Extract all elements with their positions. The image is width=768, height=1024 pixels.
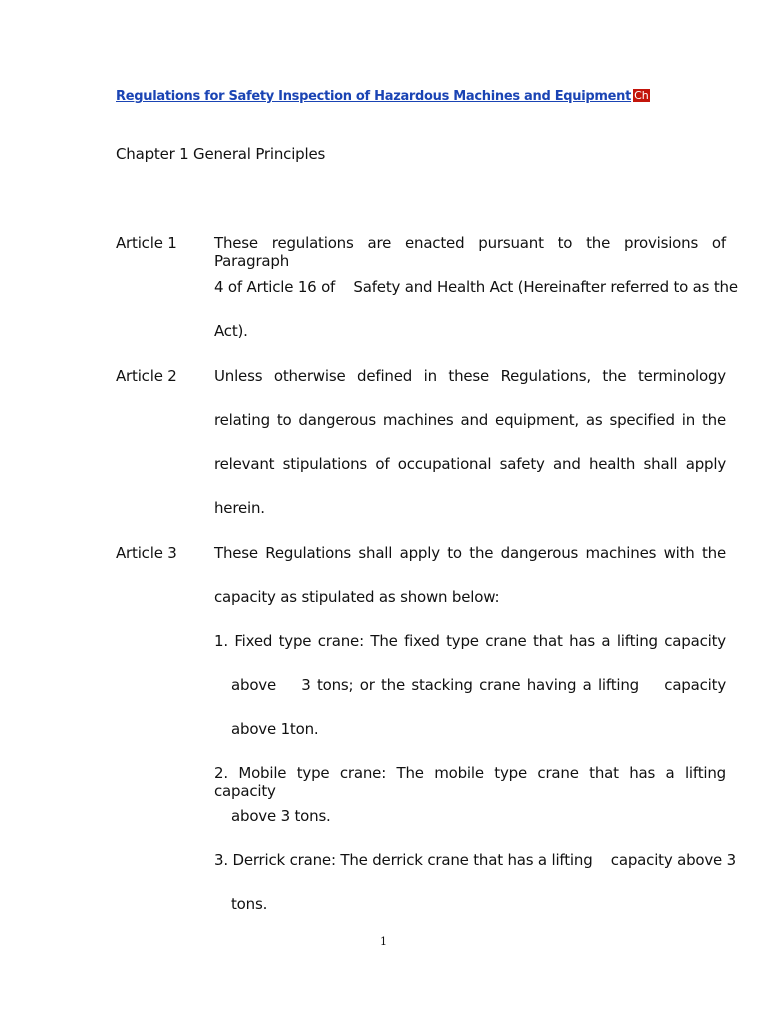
page-number: 1 xyxy=(380,935,387,948)
article-text-line: These regulations are enacted pursuant to the provisions of Paragraph xyxy=(214,234,726,270)
list-item-line: 2. Mobile type crane: The mobile type crane that has a lifting capacity xyxy=(214,764,726,800)
list-item-line: 1. Fixed type crane: The fixed type crane that has a lifting capacity xyxy=(214,632,726,650)
title-row xyxy=(116,89,650,104)
list-item-line: tons. xyxy=(231,895,268,913)
article-text-line: relevant stipulations of occupational safety and health shall apply xyxy=(214,455,726,473)
article-text-line: These Regulations shall apply to the dangerous machines with the xyxy=(214,544,726,562)
list-item-line: 3. Derrick crane: The derrick crane that has a lifting capacity above 3 xyxy=(214,851,736,869)
language-badge[interactable]: Ch xyxy=(634,89,649,102)
article-text-line: Act). xyxy=(214,322,248,340)
chapter-heading: Chapter 1 General Principles xyxy=(116,145,326,163)
article-text-line: 4 of Article 16 of Safety and Health Act (Hereinafter referred to as the xyxy=(214,278,738,296)
list-item-line: above 3 tons; or the stacking crane having a lifting capacity xyxy=(231,676,726,694)
list-item-line: above 3 tons. xyxy=(231,807,331,825)
list-item-line: above 1ton. xyxy=(231,720,319,738)
article-text-line: herein. xyxy=(214,499,265,517)
article-text-line: relating to dangerous machines and equipment, as specified in the xyxy=(214,411,726,429)
article-label: Article 3 xyxy=(116,544,177,562)
article-text-line: Unless otherwise defined in these Regulations, the terminology xyxy=(214,367,726,385)
article-label: Article 2 xyxy=(116,367,177,385)
regulation-title-link[interactable]: Regulations for Safety Inspection of Hazardous Machines and Equipment xyxy=(116,89,632,104)
article-label: Article 1 xyxy=(116,234,177,252)
article-text-line: capacity as stipulated as shown below: xyxy=(214,588,500,606)
